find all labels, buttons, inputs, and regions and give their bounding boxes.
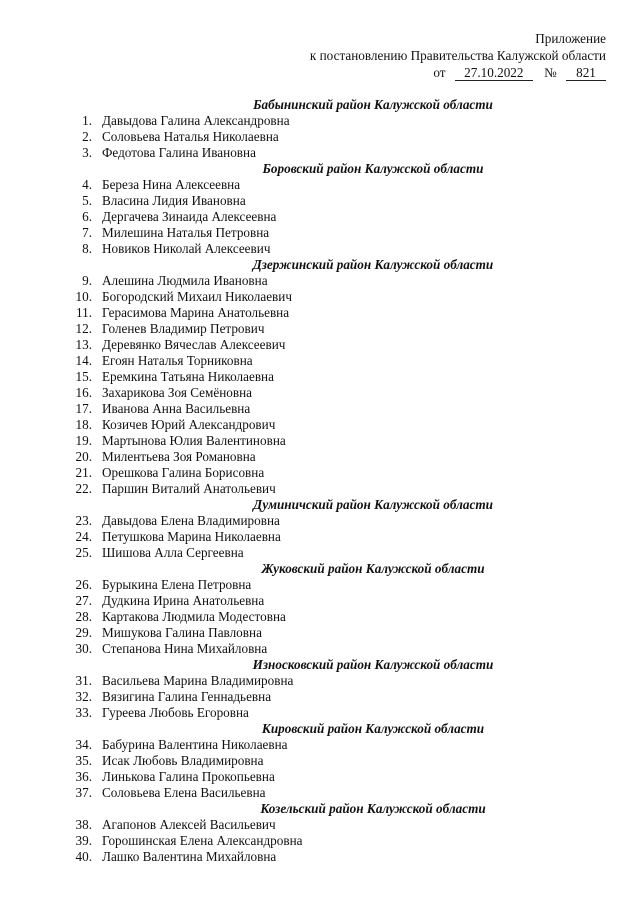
- list-item: [64, 385, 584, 401]
- item-number: 24.: [75, 529, 92, 544]
- person-name: Герасимова Марина Анатольевна: [102, 305, 290, 320]
- list-item: [64, 273, 584, 289]
- person-name: Богородский Михаил Николаевич: [102, 289, 292, 304]
- list-item: [64, 145, 584, 161]
- person-name: Козичев Юрий Александрович: [102, 417, 276, 432]
- list-item: [64, 545, 584, 561]
- item-number: 23.: [75, 513, 92, 528]
- item-number: 21.: [75, 465, 92, 480]
- list-item: [64, 529, 584, 545]
- list-item: [64, 577, 584, 593]
- list-item: [64, 321, 584, 337]
- list-item: [64, 289, 584, 305]
- list-item: [64, 785, 584, 801]
- item-number: 40.: [75, 849, 92, 864]
- header-subtitle: к постановлению Правительства Калужской области: [309, 48, 606, 63]
- document-header: [310, 30, 606, 81]
- person-name: Деревянко Вячеслав Алексеевич: [102, 337, 286, 352]
- list-item: [64, 833, 584, 849]
- list-item: [64, 129, 584, 145]
- person-name: Исак Любовь Владимировна: [102, 753, 264, 768]
- item-number: 36.: [75, 769, 92, 784]
- item-number: 7.: [82, 225, 92, 240]
- item-number: 25.: [75, 545, 92, 560]
- list-item: [64, 593, 584, 609]
- person-name: Захарикова Зоя Семёновна: [102, 385, 253, 400]
- item-number: 12.: [75, 321, 92, 336]
- person-name: Мишукова Галина Павловна: [102, 625, 262, 640]
- person-name: Орешкова Галина Борисовна: [102, 465, 265, 480]
- person-name: Шишова Алла Сергеевна: [102, 545, 244, 560]
- item-number: 17.: [75, 401, 92, 416]
- list-item: [64, 401, 584, 417]
- item-number: 18.: [75, 417, 92, 432]
- person-name: Вязигина Галина Геннадьевна: [102, 689, 272, 704]
- person-name: Соловьева Елена Васильевна: [102, 785, 266, 800]
- item-number: 32.: [75, 689, 92, 704]
- header-date-number: [310, 64, 606, 81]
- person-name: Федотова Галина Ивановна: [102, 145, 256, 160]
- list-item: [64, 305, 584, 321]
- item-number: 11.: [76, 305, 92, 320]
- number-value: 821: [566, 66, 606, 81]
- list-item: [64, 241, 584, 257]
- list-item: [64, 513, 584, 529]
- person-name: Новиков Николай Алексеевич: [102, 241, 271, 256]
- item-number: 13.: [75, 337, 92, 352]
- district-heading: Боровский район Калужской области: [262, 161, 484, 176]
- person-name: Гуреева Любовь Егоровна: [102, 705, 249, 720]
- list-item: [64, 353, 584, 369]
- item-number: 31.: [75, 673, 92, 688]
- person-name: Линькова Галина Прокопьевна: [102, 769, 275, 784]
- list-item: [64, 417, 584, 433]
- list-item: [64, 449, 584, 465]
- item-number: 14.: [75, 353, 92, 368]
- person-name: Еремкина Татьяна Николаевна: [102, 369, 274, 384]
- person-name: Лашко Валентина Михайловна: [102, 849, 277, 864]
- list-item: [64, 433, 584, 449]
- person-name: Бурыкина Елена Петровна: [102, 577, 252, 592]
- district-heading: Козельский район Калужской области: [260, 801, 486, 816]
- list-item: [64, 465, 584, 481]
- person-name: Агапонов Алексей Васильевич: [102, 817, 276, 832]
- list-item: [64, 737, 584, 753]
- item-number: 20.: [75, 449, 92, 464]
- item-number: 8.: [82, 241, 92, 256]
- district-heading: Кировский район Калужской области: [261, 721, 485, 736]
- person-name: Иванова Анна Васильевна: [102, 401, 251, 416]
- item-number: 9.: [82, 273, 92, 288]
- item-number: 28.: [75, 609, 92, 624]
- item-number: 16.: [75, 385, 92, 400]
- item-number: 27.: [75, 593, 92, 608]
- number-prefix: №: [544, 65, 557, 80]
- list-item: [64, 609, 584, 625]
- list-item: [64, 177, 584, 193]
- item-number: 10.: [75, 289, 92, 304]
- item-number: 2.: [82, 129, 92, 144]
- person-name: Картакова Людмила Модестовна: [102, 609, 286, 624]
- person-name: Дудкина Ирина Анатольевна: [102, 593, 265, 608]
- person-name: Давыдова Галина Александровна: [102, 113, 290, 128]
- list-item: [64, 769, 584, 785]
- list-item: [64, 817, 584, 833]
- item-number: 15.: [75, 369, 92, 384]
- district-heading: Износковский район Калужской области: [252, 657, 494, 672]
- person-name: Бабурина Валентина Николаевна: [102, 737, 288, 752]
- person-name: Соловьева Наталья Николаевна: [102, 129, 279, 144]
- person-name: Милешина Наталья Петровна: [102, 225, 270, 240]
- district-heading: Дзержинский район Калужской области: [252, 257, 494, 272]
- item-number: 4.: [82, 177, 92, 192]
- list-item: [64, 337, 584, 353]
- list-item: [64, 673, 584, 689]
- list-item: [64, 113, 584, 129]
- district-heading: Бабынинский район Калужской области: [253, 97, 493, 112]
- appendix-list: [64, 97, 584, 865]
- person-name: Милентьева Зоя Романовна: [102, 449, 256, 464]
- item-number: 1.: [82, 113, 92, 128]
- list-item: [64, 753, 584, 769]
- list-item: [64, 193, 584, 209]
- date-value: 27.10.2022: [455, 66, 533, 81]
- person-name: Егоян Наталья Торниковна: [102, 353, 253, 368]
- item-number: 35.: [75, 753, 92, 768]
- item-number: 5.: [82, 193, 92, 208]
- item-number: 39.: [75, 833, 92, 848]
- item-number: 19.: [75, 433, 92, 448]
- person-name: Алешина Людмила Ивановна: [102, 273, 268, 288]
- list-item: [64, 481, 584, 497]
- person-name: Давыдова Елена Владимировна: [102, 513, 280, 528]
- item-number: 37.: [75, 785, 92, 800]
- item-number: 6.: [82, 209, 92, 224]
- item-number: 33.: [75, 705, 92, 720]
- item-number: 3.: [82, 145, 92, 160]
- person-name: Мартынова Юлия Валентиновна: [102, 433, 286, 448]
- person-name: Береза Нина Алексеевна: [102, 177, 241, 192]
- list-item: [64, 225, 584, 241]
- list-item: [64, 369, 584, 385]
- person-name: Горошинская Елена Александровна: [102, 833, 303, 848]
- person-name: Васильева Марина Владимировна: [102, 673, 294, 688]
- list-item: [64, 641, 584, 657]
- item-number: 26.: [75, 577, 92, 592]
- district-heading: Жуковский район Калужской области: [261, 561, 485, 576]
- item-number: 30.: [75, 641, 92, 656]
- person-name: Власина Лидия Ивановна: [102, 193, 246, 208]
- item-number: 34.: [75, 737, 92, 752]
- list-item: [64, 625, 584, 641]
- list-item: [64, 209, 584, 225]
- list-item: [64, 849, 584, 865]
- date-prefix: от: [433, 65, 446, 80]
- item-number: 22.: [75, 481, 92, 496]
- person-name: Паршин Виталий Анатольевич: [102, 481, 276, 496]
- person-name: Дергачева Зинаида Алексеевна: [102, 209, 277, 224]
- list-item: [64, 689, 584, 705]
- item-number: 38.: [75, 817, 92, 832]
- district-heading: Думиничский район Калужской области: [253, 497, 493, 512]
- header-title: Приложение: [535, 31, 606, 46]
- person-name: Голенев Владимир Петрович: [102, 321, 265, 336]
- item-number: 29.: [75, 625, 92, 640]
- list-item: [64, 705, 584, 721]
- person-name: Петушкова Марина Николаевна: [102, 529, 281, 544]
- person-name: Степанова Нина Михайловна: [102, 641, 268, 656]
